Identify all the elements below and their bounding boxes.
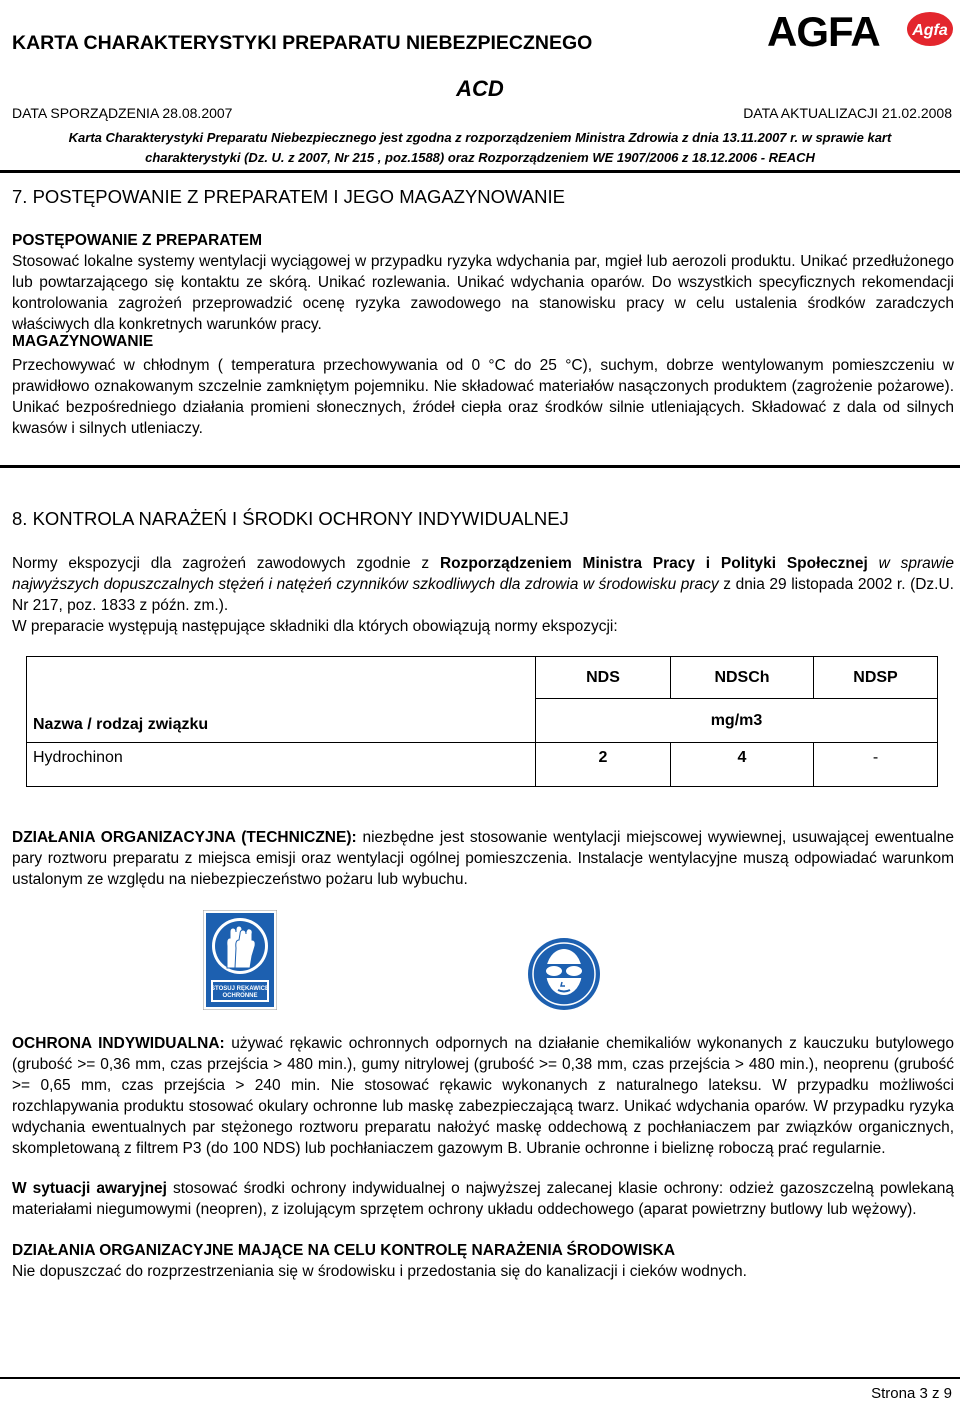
handling-heading: POSTĘPOWANIE Z PREPARATEM [12,232,263,249]
section-8-heading: 8. KONTROLA NARAŻEŃ I ŚRODKI OCHRONY INDYWIDUALNEJ [12,508,569,529]
emergency-protection [12,1178,954,1220]
svg-text:STOSUJ RĘKAWICE: STOSUJ RĘKAWICE [211,986,269,992]
col-ndsp-header: NDSP [814,657,938,699]
norms-regulation-title: w sprawie najwyższych dopuszczalnych stężeń i natężeń czynników szkodliwych dla zdrowia w środowisku pracy [12,555,954,593]
date-prepared: DATA SPORZĄDZENIA 28.08.2007 [12,105,233,121]
personal-protection [12,1033,954,1159]
organizational-label: DZIAŁANIA ORGANIZACYJNA (TECHNICZNE): [12,829,357,846]
svg-text:OCHRONNE: OCHRONNE [222,993,258,999]
norms-date: z dnia 29 listopada 2002 r. (Dz.U. Nr 217, poz. 1833 z późn. zm.). [12,576,954,614]
environment-text: Nie dopuszczać do rozprzestrzeniania się w środowisku i przedostania się do kanalizacji i cieków wodnych. [12,1263,747,1280]
emergency-text: stosować środki ochrony indywidualnej o najwyższej zalecanej klasie ochrony: odzież gazoszczelną powlekaną materiałami niegumowymi (neopren), z izolującym sprzętem ochrony układu oddechowego (aparat powietrzny butlowy lub wężowy). [12,1180,955,1218]
col-name-header: Nazwa / rodzaj związku [27,657,536,743]
personal-protection-label: OCHRONA INDYWIDUALNA: [12,1035,225,1052]
section-divider [0,465,960,468]
handling-text: Stosować lokalne systemy wentylacji wyciągowej w przypadku ryzyka wdychania par, mgieł lub aerozoli produktu. Unikać przedłużonego lub powtarzającego się kontaktu ze skórą. Unikać rozlewania. Unikać wdychania oparów. Do wszystkich specyficznych rekomendacji kontrolowania zagrożeń przeprowadzić ocenę ryzyka zawodowego na stanowisku pracy w celu ustalenia środków zaradczych właściwych dla konkretnych warunków pracy. [12,253,954,333]
legal-note [0,128,960,168]
emergency-label: W sytuacji awaryjnej [12,1180,167,1197]
page-number: Strona 3 z 9 [871,1385,952,1402]
storage-text: Przechowywać w chłodnym ( temperatura przechowywania od 0 °C do 25 °C), suchym, dobrze wentylowanym pomieszczeniu w prawidłowo oznakowanym szczelnie zamkniętym pojemniku. Nie składować materiałów nasączonych produktem (zagrożenie pożarowe). Unikać bezpośredniego działania promieni słonecznych, źródeł ciepła oraz środków silnie utleniających. Składować z dala od silnych kwasów i silnych utleniaczy. [12,357,954,437]
personal-protection-text: używać rękawic ochronnych odpornych na działanie chemikaliów wykonanych z kauczuku butylowego (grubość >= 0,36 mm, czas przejścia > 480 min.), gumy nitrylowej (grubość >= 0,38 mm, czas przejścia > 480 min.), neoprenu (grubość >= 0,65 mm, czas przejścia > 240 min. Nie stosować rękawic wykonanych z naturalnego lateksu. W przypadku możliwości rozchlapywania produktu stosować okulary ochronne lub maskę zabezpieczającą twarz. Unikać wdychania oparów. W przypadku ryzyka wdychania ewentualnych par stężonego roztworu preparatu nałożyć maskę oddechową z pochłaniaczem par związków organicznych, skompletowaną z filtrem P3 (do 100 NDS) lub pochłaniaczem gazowym B. Ubranie ochronne i bieliznę roboczą prać regularnie. [12,1035,954,1157]
gloves-icon [203,910,277,1010]
legal-note-line2: charakterystyki (Dz. U. z 2007, Nr 215 , poz.1588) oraz Rozporządzeniem WE 1907/2006 z 18.12.2006 - REACH [145,150,815,165]
document-title: KARTA CHARAKTERYSTYKI PREPARATU NIEBEZPIECZNEGO [12,32,593,54]
storage-heading: MAGAZYNOWANIE [12,333,154,350]
unit-cell: mg/m3 [536,699,938,743]
footer-divider [0,1377,960,1379]
organizational-measures [12,827,954,890]
environment-heading: DZIAŁANIA ORGANIZACYJNE MAJĄCE NA CELU KONTROLĘ NARAŻENIA ŚRODOWISKA [12,1242,676,1259]
organizational-text: niezbędne jest stosowanie wentylacji miejscowej wywiewnej, usuwającej ewentualne pary roztworu preparatu z miejsca emisji oraz wentylacji ogólnej pomieszczenia. Instalacje wentylacyjne muszą odpowiadać warunkom ustalonym ze względu na niebezpieczeństwo pożaru lub wybuchu. [12,829,954,888]
header-divider [0,170,960,173]
row-name: Hydrochinon [27,743,536,787]
col-ndsch-header: NDSCh [671,657,814,699]
norms-regulation: Rozporządzeniem Ministra Pracy i Polityki Społecznej [439,555,868,572]
date-updated: DATA AKTUALIZACJI 21.02.2008 [743,105,952,121]
exposure-norms-text [12,553,954,616]
svg-text:Agfa: Agfa [912,22,948,39]
components-intro: W preparacie występują następujące składniki dla których obowiązują normy ekspozycji: [12,618,618,635]
row-ndsp: - [814,743,938,787]
exposure-table [26,656,938,787]
norms-intro: Normy ekspozycji dla zagrożeń zawodowych zgodnie z [12,555,440,572]
row-ndsch: 4 [671,743,814,787]
agfa-logo [765,6,955,52]
section-7-heading: 7. POSTĘPOWANIE Z PREPARATEM I JEGO MAGAZYNOWANIE [12,186,566,207]
table-row [27,743,938,787]
product-name: ACD [456,76,504,101]
col-nds-header: NDS [536,657,671,699]
svg-text:AGFA: AGFA [767,8,880,52]
row-nds: 2 [536,743,671,787]
table-header-row [27,657,938,699]
legal-note-line1: Karta Charakterystyki Preparatu Niebezpiecznego jest zgodna z rozporządzeniem Ministra Zdrowia z dnia 13.11.2007 r. w sprawie kart [68,130,892,145]
goggles-icon [528,938,600,1010]
